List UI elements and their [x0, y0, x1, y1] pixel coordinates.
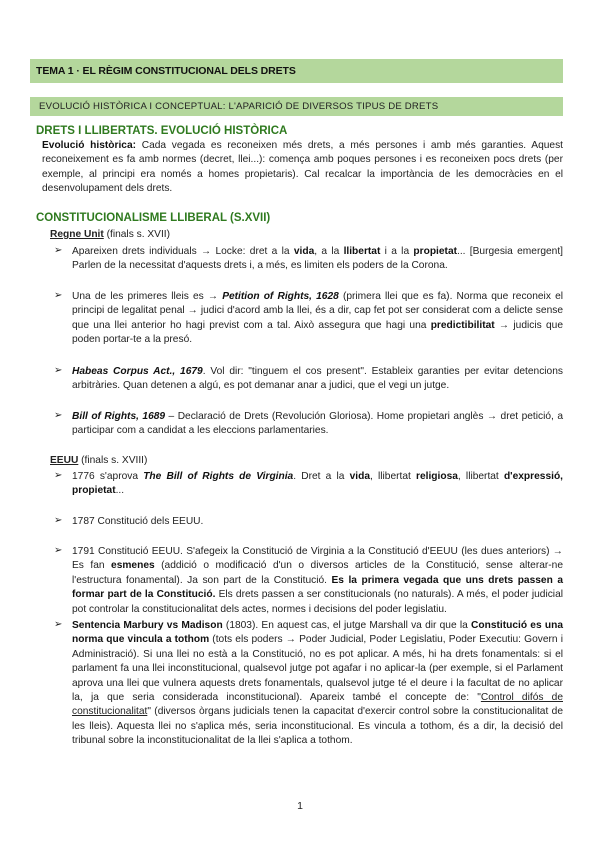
bullet-arrow-icon: ➢ [54, 515, 63, 526]
heading-drets-llibertats: DRETS I LLIBERTATS. EVOLUCIÓ HISTÒRICA [36, 125, 288, 137]
bullet-arrow-icon: ➢ [54, 545, 63, 556]
uk-bullet-bill: Bill of Rights, 1689 – Declaració de Drets (Revolución Gloriosa). Home propietari anglès → dret petició, a participar com a candidat a les eleccions parlamentaries. [72, 411, 564, 437]
page-number: 1 [297, 800, 303, 812]
uk-bullet-locke: Apareixen drets individuals → Locke: dret a la vida, a la llibertat i a la propietat... [Burgesia emergent] Parlen de la necessitat d'aquests drets i, a més, es limiten els poders de la Corona. [72, 246, 564, 272]
bullet-arrow-icon: ➢ [54, 619, 63, 630]
us-bullet-1791: 1791 Constitució EEUU. S'afegeix la Constitució de Virginia a la Constitució d'EEUU (les dues anteriors) → Es fan esmenes (addició o modificació d'un o diversos articles de la Constitució, sense alterar-ne l'estructura fonamental). Ja son part de la Constitució. Es la primera vegada que uns drets passen a formar part de la Constitució. Els drets passen a ser constitucionals (no naturals). A més, el poder judicial pot controlar la constitucionalitat dels actes, normes i decisions del poder legislatiu. [72, 546, 563, 615]
subheading-eeuu [50, 454, 147, 468]
intro-text: Cada vegada es reconeixen més drets, a més persones i amb més garanties. Aquest reconeixement es fa amb normes (decret, llei...): comença amb poques persones i es reconeixen pocs drets (per exemple, al principi era només a homes propietaris). Cal recalcar la importància de les democràcies en el desenvolupament dels drets. [42, 140, 563, 195]
uk-bullet-petition: Una de les primeres lleis es → Petition of Rights, 1628 (primera llei que es fa). Norma que reconeix el principi de legalitat penal → judici d'acord amb la llei, és a dir, cap fet pot ser considerat com a delicte sense que una llei anterior ho hagi previst com a tal. Això assegura que hagi una predictibilitat → judicis que poden portar-te a la presó. [72, 291, 563, 346]
bullet-arrow-icon: ➢ [54, 245, 63, 256]
subheading-regne-unit [50, 228, 170, 242]
eeuu-period: (finals s. XVIII) [78, 455, 148, 466]
uk-bullet-habeas: Habeas Corpus Act., 1679. Vol dir: "tinguem el cos present". Estableix garanties per evitar detencions arbitràries. Quan detenen a algú, es pot demanar anar a judici, que el vegi un jutge. [72, 366, 563, 392]
regne-unit-period: (finals s. XVII) [103, 229, 171, 240]
eeuu-label: EEUU [50, 455, 79, 466]
bullet-arrow-icon: ➢ [54, 365, 63, 376]
regne-unit-label: Regne Unit [50, 229, 104, 240]
section-title: EVOLUCIÓ HISTÒRICA I CONCEPTUAL: L'APARICIÓ DE DIVERSOS TIPUS DE DRETS [39, 100, 439, 112]
intro-paragraph [42, 139, 563, 197]
us-bullet-virginia: 1776 s'aprova The Bill of Rights de Virginia. Dret a la vida, llibertat religiosa, llibertat d'expressió, propietat... [72, 471, 563, 497]
heading-constitucionalisme: CONSTITUCIONALISME LLIBERAL (S.XVII) [36, 212, 271, 224]
section-title-band [30, 97, 563, 116]
bullet-arrow-icon: ➢ [54, 410, 63, 421]
us-bullet-1787: 1787 Constitució dels EEUU. [72, 516, 204, 527]
bullet-arrow-icon: ➢ [54, 290, 63, 301]
tema-title: TEMA 1 · EL RÈGIM CONSTITUCIONAL DELS DRETS [36, 65, 296, 77]
bullet-arrow-icon: ➢ [54, 470, 63, 481]
intro-lead: Evolució històrica: [42, 140, 137, 151]
us-bullet-marbury: Sentencia Marbury vs Madison (1803). En aquest cas, el jutge Marshall va dir que la Constitució es una norma que vincula a tothom (tots els poders → Poder Judicial, Poder Legislatiu, Poder Executiu: Govern i Administració). Si una llei no està a la Constitució, no es pot aplicar. A més, hi ha drets fonamentals: si el parlament fa una llei inconstitucional, qualsevol jutge pot agafar i no aplicar-la (per exemple, si el Parlament aprova una llei que vulnera aquests drets fonamentals, qualsevol jutge té el deure i la facultat de no aplicar la, ja que seria considerada inconstitucional). Apareix també el concepte de: "Control difós de constitucionalitat" (diversos òrgans judicials tenen la capacitat d'exercir control sobre la constitucionalitat de les lleis). Aquesta llei no s'aplica més, seria inconstitucional. Es vincula a tothom, és a dir, la decisió del tribunal sobre la inconstitucionalitat de la llei s'aplica a tothom. [72, 620, 563, 747]
tema-title-band [30, 59, 563, 83]
